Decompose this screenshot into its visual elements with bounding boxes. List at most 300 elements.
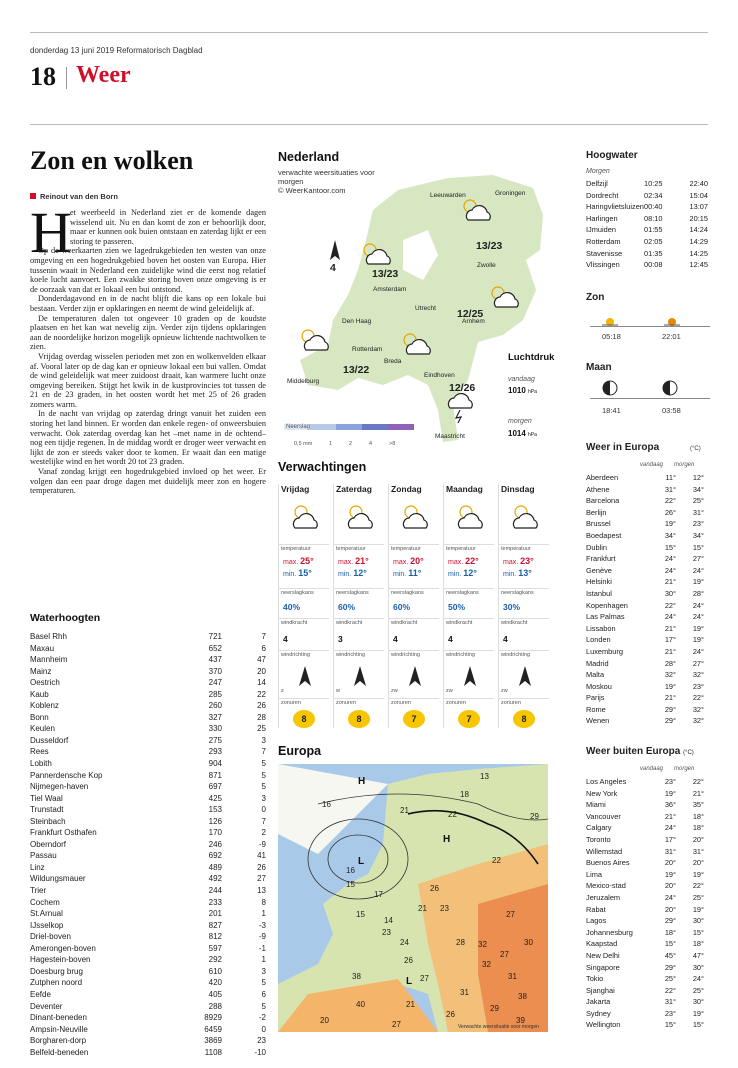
- europe-temp: 31: [508, 972, 517, 981]
- wind-direction-label: z: [281, 688, 284, 694]
- table-cell: 41: [257, 851, 266, 861]
- table-cell: 19°: [692, 1008, 704, 1018]
- table-row: [30, 954, 266, 966]
- zon-title: Zon: [586, 292, 605, 303]
- table-cell: Oestrich: [30, 678, 60, 688]
- table-cell: 247: [208, 678, 222, 688]
- table-cell: 21°: [664, 577, 676, 587]
- divider: [444, 588, 494, 589]
- europe-temp: 13: [480, 772, 489, 781]
- table-row: [586, 892, 704, 904]
- table-cell: 293: [208, 747, 222, 757]
- table-row: [586, 576, 704, 588]
- table-cell: 7: [261, 632, 266, 641]
- table-row: [586, 799, 704, 811]
- min-temp: min. 12°: [448, 568, 477, 578]
- table-cell: Los Angeles: [586, 777, 627, 786]
- divider: [444, 544, 494, 545]
- table-row: [30, 850, 266, 862]
- hoogwater-sub: Morgen: [586, 168, 610, 175]
- city-maastricht: Maastricht: [435, 433, 465, 440]
- europe-temp: 39: [516, 1016, 525, 1025]
- waterhoogten-table: [30, 631, 266, 1058]
- col-morgen: morgen: [674, 766, 695, 772]
- table-row: [586, 846, 704, 858]
- table-row: [586, 600, 704, 612]
- legend-tick: 2: [349, 441, 353, 447]
- table-cell: Sjanghai: [586, 985, 615, 995]
- weer-europa-table: [586, 472, 704, 727]
- europe-temp: 27: [506, 910, 515, 919]
- table-cell: 20: [257, 666, 266, 676]
- city-middelburg: Middelburg: [287, 378, 320, 385]
- table-cell: 420: [208, 978, 222, 988]
- hoogwater-title: Hoogwater: [586, 150, 638, 161]
- luchtdruk-tomorrow: 1014 hPa: [508, 429, 537, 438]
- europe-temp: 32: [482, 960, 491, 969]
- table-cell: 30°: [692, 916, 704, 926]
- divider: [389, 650, 439, 651]
- wind-direction-icon: [403, 664, 427, 693]
- table-row: [30, 931, 266, 943]
- table-cell: 21°: [664, 811, 676, 821]
- table-row: [30, 666, 266, 678]
- waterhoogten-title: Waterhoogten: [30, 612, 101, 624]
- table-cell: Pannerdensche Kop: [30, 770, 103, 780]
- table-cell: 0: [261, 1024, 266, 1034]
- table-cell: 233: [208, 897, 222, 907]
- table-cell: 01:35: [644, 248, 663, 258]
- table-cell: 15°: [664, 1020, 676, 1030]
- table-cell: Dordrecht: [586, 190, 619, 200]
- table-row: [586, 927, 704, 939]
- label-temperatuur: temperatuur: [446, 546, 476, 552]
- table-cell: 19°: [664, 869, 676, 879]
- divider: [279, 588, 329, 589]
- europe-temp: 32: [478, 940, 487, 949]
- forecast-day-name: Zaterdag: [336, 484, 372, 494]
- divider: [389, 544, 439, 545]
- table-cell: 2: [261, 828, 266, 838]
- table-cell: 35°: [692, 800, 704, 810]
- table-row: [586, 880, 704, 892]
- table-cell: Zutphen noord: [30, 978, 83, 988]
- table-cell: 19°: [664, 519, 676, 529]
- table-row: [586, 834, 704, 846]
- table-cell: 31°: [664, 997, 676, 1007]
- partly-cloudy-icon: [488, 283, 528, 311]
- table-cell: 00:08: [644, 260, 663, 270]
- table-row: [30, 989, 266, 1001]
- table-cell: Rees: [30, 747, 49, 757]
- table-cell: 36°: [664, 800, 676, 810]
- europe-temp: 15: [356, 910, 365, 919]
- luchtdruk-today: 1010 hPa: [508, 386, 537, 395]
- table-row: [586, 788, 704, 800]
- table-row: [30, 723, 266, 735]
- divider: [499, 698, 549, 699]
- weather-icon: [289, 500, 323, 539]
- europe-temp: 31: [460, 988, 469, 997]
- luchtdruk-today-label: vandaag: [508, 376, 535, 383]
- table-cell: 18°: [664, 927, 676, 937]
- table-cell: 1: [261, 955, 266, 965]
- table-cell: 15°: [692, 927, 704, 937]
- label-zonuren: zonuren: [336, 700, 356, 706]
- table-row: [30, 631, 266, 643]
- table-cell: Stavenisse: [586, 248, 623, 258]
- max-temp: max. 20°: [393, 556, 424, 566]
- city-den-haag: Den Haag: [342, 318, 372, 325]
- table-cell: 19°: [692, 635, 704, 645]
- table-cell: 31°: [664, 846, 676, 856]
- label-zonuren: zonuren: [391, 700, 411, 706]
- city-amsterdam: Amsterdam: [373, 286, 407, 293]
- table-row: [30, 654, 266, 666]
- table-cell: Cochem: [30, 897, 60, 907]
- table-cell: 20:15: [689, 213, 708, 223]
- europe-temp: 21: [406, 1000, 415, 1009]
- table-cell: Willemstad: [586, 846, 623, 856]
- table-cell: 25°: [664, 974, 676, 984]
- table-cell: Maxau: [30, 643, 55, 653]
- divider: [334, 618, 384, 619]
- sunset-time: 22:01: [662, 332, 681, 341]
- verwachtingen-title: Verwachtingen: [278, 460, 367, 474]
- article-paragraph: In de nacht van vrijdag op zaterdag dringt vanuit het zuiden een storing het land binnen. Er worden dan enkele regen- of onweersbuien verwacht. Ook zaterdag overdag kan het –met name in de ochtend– nog een tijdje regenen. In de middag wordt er droger weer verwacht en lijkt de zon er steeds vaker door te komen. Er waait dan een matige westelijke wind en het wordt 20 tot 23 graden.: [30, 409, 266, 467]
- table-cell: Mainz: [30, 666, 52, 676]
- city-groningen: Groningen: [495, 190, 526, 197]
- label-neerslagkans: neerslagkans: [281, 590, 314, 596]
- table-cell: 0: [261, 805, 266, 815]
- label-temperatuur: temperatuur: [336, 546, 366, 552]
- label-temperatuur: temperatuur: [391, 546, 421, 552]
- table-row: [586, 869, 704, 881]
- table-cell: -9: [258, 932, 266, 942]
- table-row: [30, 712, 266, 724]
- table-cell: 28: [257, 712, 266, 722]
- table-cell: 437: [208, 655, 222, 665]
- table-cell: 27°: [692, 658, 704, 668]
- table-row: [586, 1019, 704, 1031]
- table-cell: Rotterdam: [586, 236, 621, 246]
- table-cell: 12:45: [689, 260, 708, 270]
- table-cell: 18°: [692, 811, 704, 821]
- temp-west: 13/23: [372, 268, 399, 280]
- table-cell: 21°: [664, 623, 676, 633]
- table-cell: 24°: [664, 612, 676, 622]
- table-row: [586, 224, 708, 236]
- table-cell: 3: [261, 793, 266, 803]
- wind-arrow: [330, 240, 340, 260]
- table-cell: IJsselkop: [30, 920, 64, 930]
- label-windrichting: windrichting: [336, 652, 366, 658]
- legend-title: Neerslag: [286, 424, 311, 430]
- table-cell: Harlingen: [586, 213, 618, 223]
- table-row: [586, 634, 704, 646]
- table-cell: 13:07: [689, 202, 708, 212]
- rain-chance: 60%: [338, 602, 356, 612]
- table-cell: 405: [208, 989, 222, 999]
- table-cell: 1108: [204, 1047, 222, 1057]
- table-cell: 00:40: [644, 202, 663, 212]
- table-row: [30, 1047, 266, 1059]
- europe-temp: 28: [456, 938, 465, 947]
- table-row: [586, 646, 704, 658]
- table-cell: 21°: [692, 788, 704, 798]
- table-row: [30, 758, 266, 770]
- table-cell: 14:24: [689, 225, 708, 235]
- table-cell: 22°: [692, 881, 704, 891]
- city-utrecht: Utrecht: [415, 305, 436, 312]
- rain-chance: 30%: [503, 602, 521, 612]
- table-row: [30, 827, 266, 839]
- table-row: [30, 920, 266, 932]
- table-cell: Rabat: [586, 904, 606, 914]
- forecast-day-name: Vrijdag: [281, 484, 310, 494]
- col-vandaag: vandaag: [640, 462, 664, 468]
- table-row: [30, 804, 266, 816]
- table-row: [586, 565, 704, 577]
- table-row: [586, 236, 708, 248]
- table-row: [586, 588, 704, 600]
- divider: [444, 618, 494, 619]
- table-cell: 22°: [664, 600, 676, 610]
- label-windkracht: windkracht: [501, 620, 528, 626]
- table-cell: Kopenhagen: [586, 600, 628, 610]
- table-cell: New York: [586, 788, 618, 798]
- max-temp: max. 22°: [448, 556, 479, 566]
- table-cell: 24°: [692, 974, 704, 984]
- table-row: [586, 704, 704, 716]
- europe-temp: 15: [346, 880, 355, 889]
- table-cell: Basel Rhh: [30, 632, 67, 641]
- maan-title: Maan: [586, 362, 612, 373]
- table-row: [30, 943, 266, 955]
- table-cell: 871: [208, 770, 222, 780]
- europa-caption: Verwachte weersituatie voor morgen: [458, 1024, 539, 1030]
- divider: [334, 588, 384, 589]
- wind-force: 4: [283, 634, 288, 644]
- label-windrichting: windrichting: [391, 652, 421, 658]
- table-cell: Buenos Aires: [586, 858, 630, 868]
- table-cell: Johannesburg: [586, 927, 633, 937]
- label-windkracht: windkracht: [446, 620, 473, 626]
- table-cell: Ampsin-Neuville: [30, 1024, 88, 1034]
- label-temperatuur: temperatuur: [501, 546, 531, 552]
- wind-direction-icon: [513, 664, 537, 693]
- divider: [444, 698, 494, 699]
- table-cell: 47: [257, 655, 266, 665]
- table-cell: Trunstadt: [30, 805, 64, 815]
- divider: [279, 698, 329, 699]
- divider: [499, 650, 549, 651]
- table-cell: 5: [261, 770, 266, 780]
- table-cell: 153: [208, 805, 222, 815]
- table-cell: 25°: [692, 496, 704, 506]
- weer-europa-title: Weer in Europa: [586, 442, 660, 453]
- temp-southwest: 13/22: [343, 364, 370, 376]
- table-cell: Steinbach: [30, 816, 66, 826]
- sun-hours: 7: [403, 710, 425, 728]
- table-cell: 02:34: [644, 190, 663, 200]
- table-row: [586, 985, 704, 997]
- table-cell: Las Palmas: [586, 612, 625, 622]
- wind-direction-label: zw: [446, 688, 453, 694]
- table-cell: Delfzijl: [586, 179, 608, 188]
- table-cell: 126: [208, 816, 222, 826]
- table-cell: Lissabon: [586, 623, 616, 633]
- table-cell: 14: [257, 678, 266, 688]
- table-cell: Wellington: [586, 1020, 621, 1030]
- divider: [279, 618, 329, 619]
- europe-temp: 30: [524, 938, 533, 947]
- table-cell: 31°: [664, 484, 676, 494]
- table-cell: 01:55: [644, 225, 663, 235]
- table-cell: 1: [261, 909, 266, 919]
- divider: [279, 544, 329, 545]
- table-row: [586, 973, 704, 985]
- table-cell: Lagos: [586, 916, 607, 926]
- table-cell: 330: [208, 724, 222, 734]
- city-breda: Breda: [384, 358, 402, 365]
- table-row: [30, 839, 266, 851]
- table-cell: Madrid: [586, 658, 609, 668]
- table-row: [30, 816, 266, 828]
- table-cell: 20°: [664, 881, 676, 891]
- table-cell: Haringvlietsluizen: [586, 202, 644, 212]
- table-cell: 14:29: [689, 236, 708, 246]
- sun-hours: 7: [458, 710, 480, 728]
- legend-tick: 1: [329, 441, 333, 447]
- table-cell: Koblenz: [30, 701, 59, 711]
- table-cell: 30°: [692, 997, 704, 1007]
- col-vandaag: vandaag: [640, 766, 664, 772]
- table-cell: 25°: [692, 892, 704, 902]
- table-row: [586, 259, 708, 271]
- rain-chance: 50%: [448, 602, 466, 612]
- table-cell: 30°: [692, 962, 704, 972]
- table-cell: Wildungsmauer: [30, 874, 86, 884]
- table-cell: Keulen: [30, 724, 55, 734]
- table-row: [30, 862, 266, 874]
- table-cell: Frankfurt: [586, 554, 616, 564]
- weather-icon: [344, 500, 378, 539]
- europe-temp: 17: [374, 890, 383, 899]
- table-cell: 13: [257, 886, 266, 896]
- rain-cloud-icon: [460, 196, 500, 224]
- table-cell: -1: [258, 943, 266, 953]
- europe-temp: 14: [384, 916, 393, 925]
- table-cell: IJmuiden: [586, 225, 616, 235]
- table-cell: Sydney: [586, 1008, 611, 1018]
- divider: [66, 67, 67, 89]
- table-cell: 31°: [692, 846, 704, 856]
- europe-temp: 21: [418, 904, 427, 913]
- table-cell: 327: [208, 712, 222, 722]
- table-row: [30, 735, 266, 747]
- europa-title: Europa: [278, 744, 322, 758]
- table-cell: 721: [208, 632, 222, 641]
- table-cell: Borgharen-dorp: [30, 1036, 87, 1046]
- table-row: [30, 770, 266, 782]
- table-cell: Jeruzalem: [586, 892, 621, 902]
- table-cell: Eefde: [30, 989, 51, 999]
- table-cell: 260: [208, 701, 222, 711]
- table-cell: 15:04: [689, 190, 708, 200]
- article-paragraph: Donderdagavond en in de nacht blijft die kans op een lokale bui bestaan. Verder zijn er opklaringen en neemt de wind geleidelijk af.: [30, 294, 266, 313]
- table-row: [586, 962, 704, 974]
- forecast-day-name: Dinsdag: [501, 484, 535, 494]
- table-cell: 23: [257, 1036, 266, 1046]
- table-row: [586, 248, 708, 260]
- moon-line: [590, 398, 710, 399]
- dateline: donderdag 13 juni 2019 Reformatorisch Dagblad: [30, 46, 203, 55]
- europe-temp: 27: [500, 950, 509, 959]
- table-cell: 3: [261, 966, 266, 976]
- table-cell: Frankfurt Osthafen: [30, 828, 97, 838]
- table-cell: Kaub: [30, 689, 49, 699]
- label-temperatuur: temperatuur: [281, 546, 311, 552]
- table-cell: 19°: [692, 623, 704, 633]
- table-cell: 08:10: [644, 213, 663, 223]
- label-windkracht: windkracht: [391, 620, 418, 626]
- table-cell: 34°: [664, 530, 676, 540]
- city-zwolle: Zwolle: [477, 262, 496, 269]
- weather-icon: [399, 500, 433, 539]
- table-row: [30, 689, 266, 701]
- table-cell: 26: [257, 701, 266, 711]
- table-cell: 25°: [692, 985, 704, 995]
- table-cell: 18°: [692, 823, 704, 833]
- table-cell: Istanbul: [586, 588, 612, 598]
- table-cell: 29°: [664, 716, 676, 726]
- table-cell: 19°: [664, 681, 676, 691]
- city-arnhem: Arnhem: [462, 318, 485, 325]
- table-cell: Londen: [586, 635, 611, 645]
- europe-temp: 26: [404, 956, 413, 965]
- table-cell: 20°: [692, 834, 704, 844]
- headline: Zon en wolken: [30, 146, 194, 175]
- table-row: [586, 658, 704, 670]
- europe-temp: 40: [356, 1000, 365, 1009]
- max-temp: max. 23°: [503, 556, 534, 566]
- table-cell: Berlijn: [586, 507, 607, 517]
- europe-temp: 38: [352, 972, 361, 981]
- table-cell: Toronto: [586, 834, 611, 844]
- table-cell: 827: [208, 920, 222, 930]
- table-cell: 170: [208, 828, 222, 838]
- nederland-title: Nederland: [278, 150, 340, 164]
- table-cell: 20°: [692, 858, 704, 868]
- table-row: [30, 781, 266, 793]
- table-cell: 24°: [664, 823, 676, 833]
- table-cell: Passau: [30, 851, 57, 861]
- table-cell: Belfeld-beneden: [30, 1047, 89, 1057]
- col-morgen: morgen: [674, 462, 695, 468]
- table-cell: Wenen: [586, 716, 610, 726]
- table-cell: Moskou: [586, 681, 612, 691]
- table-cell: 8929: [204, 1013, 222, 1023]
- table-cell: 23°: [692, 519, 704, 529]
- table-cell: 370: [208, 666, 222, 676]
- europe-temp: 16: [322, 800, 331, 809]
- table-cell: 18°: [692, 939, 704, 949]
- sun-hours: 8: [293, 710, 315, 728]
- table-cell: Mannheim: [30, 655, 68, 665]
- table-cell: 11°: [665, 473, 676, 482]
- europe-temp: 21: [400, 806, 409, 815]
